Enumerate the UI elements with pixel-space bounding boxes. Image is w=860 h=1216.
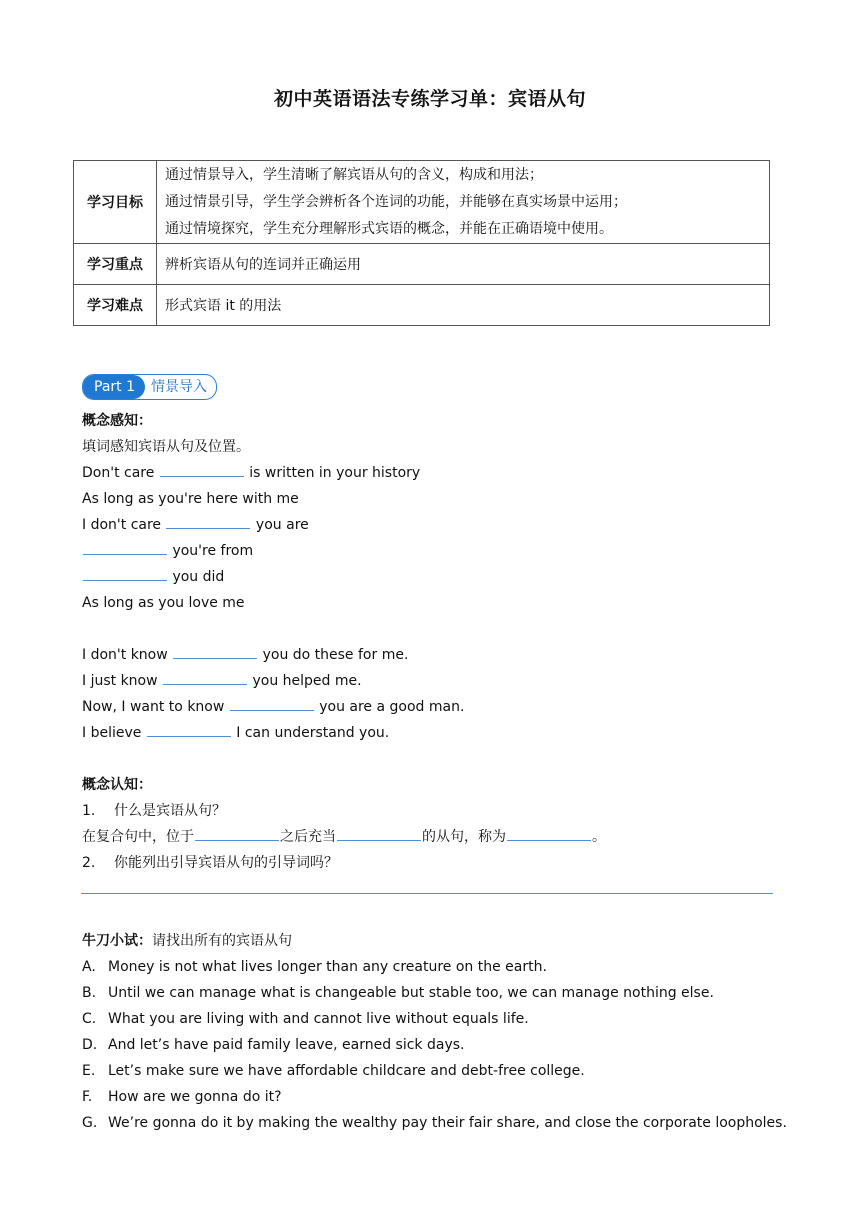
focus-row — [74, 244, 770, 285]
song-line-after: is written in your history — [244, 465, 421, 481]
difficulty-row — [74, 285, 770, 326]
goal-line: 通过情景导入，学生清晰了解宾语从句的含义，构成和用法； — [165, 166, 543, 183]
blank — [166, 514, 250, 529]
blank — [160, 462, 244, 477]
part-badge — [82, 374, 217, 400]
perception-heading: 概念感知： — [82, 413, 152, 429]
sentence-after: you helped me. — [248, 673, 362, 689]
difficulty-text: 形式宾语 it 的用法 — [157, 285, 770, 326]
focus-text: 辨析宾语从句的连词并正确运用 — [157, 244, 770, 285]
song-line — [82, 538, 253, 564]
trial-heading: 牛刀小试： — [82, 933, 152, 949]
question-1-answer — [82, 824, 606, 850]
perception-instruction: 填词感知宾语从句及位置。 — [82, 439, 250, 455]
trial-item — [82, 1058, 585, 1084]
blank — [195, 826, 279, 841]
sentence-before: I believe — [82, 725, 146, 741]
question-text: 什么是宾语从句？ — [114, 803, 226, 819]
difficulty-label: 学习难点 — [74, 285, 157, 326]
answer-line — [81, 893, 773, 894]
blank — [163, 670, 247, 685]
sentence-line — [82, 720, 389, 746]
question-2 — [82, 850, 338, 876]
sentence-before: I just know — [82, 673, 163, 689]
blank — [230, 696, 314, 711]
item-text: Until we can manage what is changeable but stable too, we can manage nothing else. — [108, 985, 714, 1001]
sentence-before: I don't know — [82, 647, 173, 663]
item-text: How are we gonna do it? — [108, 1089, 282, 1105]
sentence-after: I can understand you. — [231, 725, 390, 741]
trial-item — [82, 1084, 282, 1110]
blank — [337, 826, 421, 841]
learning-goals-table — [73, 160, 770, 326]
trial-item — [82, 1032, 464, 1058]
goal-line: 通过情境探究，学生充分理解形式宾语的概念，并能在正确语境中使用。 — [165, 220, 613, 237]
goal-row — [74, 161, 770, 244]
song-line — [82, 512, 309, 538]
trial-item — [82, 1006, 529, 1032]
sentence-line — [82, 694, 464, 720]
item-letter: E. — [82, 1063, 96, 1079]
item-letter: C. — [82, 1011, 97, 1027]
song-line — [82, 564, 224, 590]
part-name: 情景导入 — [151, 379, 207, 395]
song-line — [82, 590, 245, 616]
song-line-before: As long as you love me — [82, 595, 245, 611]
trial-item — [82, 954, 547, 980]
trial-item — [82, 1110, 787, 1136]
item-letter: B. — [82, 985, 97, 1001]
part-number: Part 1 — [83, 375, 145, 399]
song-line — [82, 460, 420, 486]
page-title: 初中英语语法专练学习单：宾语从句 — [273, 88, 586, 110]
item-letter: G. — [82, 1115, 98, 1131]
sentence-after: you are a good man. — [314, 699, 465, 715]
focus-label: 学习重点 — [74, 244, 157, 285]
item-letter: A. — [82, 959, 96, 975]
trial-heading-line — [82, 928, 292, 954]
goal-label: 学习目标 — [74, 161, 157, 244]
question-number: 2. — [82, 855, 96, 871]
blank — [147, 722, 231, 737]
item-text: Let’s make sure we have affordable childcare and debt-free college. — [108, 1063, 585, 1079]
item-text: What you are living with and cannot live without equals life. — [108, 1011, 529, 1027]
item-text: We’re gonna do it by making the wealthy pay their fair share, and close the corporate loopholes. — [108, 1115, 787, 1131]
question-1 — [82, 798, 226, 824]
answer-text: 。 — [592, 829, 606, 845]
trial-item — [82, 980, 714, 1006]
item-letter: D. — [82, 1037, 98, 1053]
answer-text: 的从句，称为 — [422, 829, 506, 845]
answer-text: 在复合句中，位于 — [82, 829, 194, 845]
song-line — [82, 486, 299, 512]
song-line-after: you are — [251, 517, 309, 533]
item-text: Money is not what lives longer than any creature on the earth. — [108, 959, 547, 975]
trial-instruction: 请找出所有的宾语从句 — [152, 933, 292, 949]
sentence-line — [82, 642, 408, 668]
item-letter: F. — [82, 1089, 93, 1105]
sentence-before: Now, I want to know — [82, 699, 229, 715]
question-number: 1. — [82, 803, 96, 819]
goal-lines — [157, 161, 770, 244]
cognition-heading: 概念认知： — [82, 777, 152, 793]
blank — [173, 644, 257, 659]
sentence-after: you do these for me. — [258, 647, 409, 663]
blank — [83, 566, 167, 581]
song-line-before: I don't care — [82, 517, 166, 533]
song-line-before: As long as you're here with me — [82, 491, 299, 507]
song-line-after: you did — [168, 569, 225, 585]
item-text: And let’s have paid family leave, earned sick days. — [108, 1037, 465, 1053]
goal-line: 通过情景引导，学生学会辨析各个连词的功能，并能够在真实场景中运用； — [165, 193, 627, 210]
song-line-after: you're from — [168, 543, 254, 559]
song-line-before: Don't care — [82, 465, 159, 481]
blank — [507, 826, 591, 841]
blank — [83, 540, 167, 555]
answer-text: 之后充当 — [280, 829, 336, 845]
question-text: 你能列出引导宾语从句的引导词吗？ — [114, 855, 338, 871]
sentence-line — [82, 668, 362, 694]
